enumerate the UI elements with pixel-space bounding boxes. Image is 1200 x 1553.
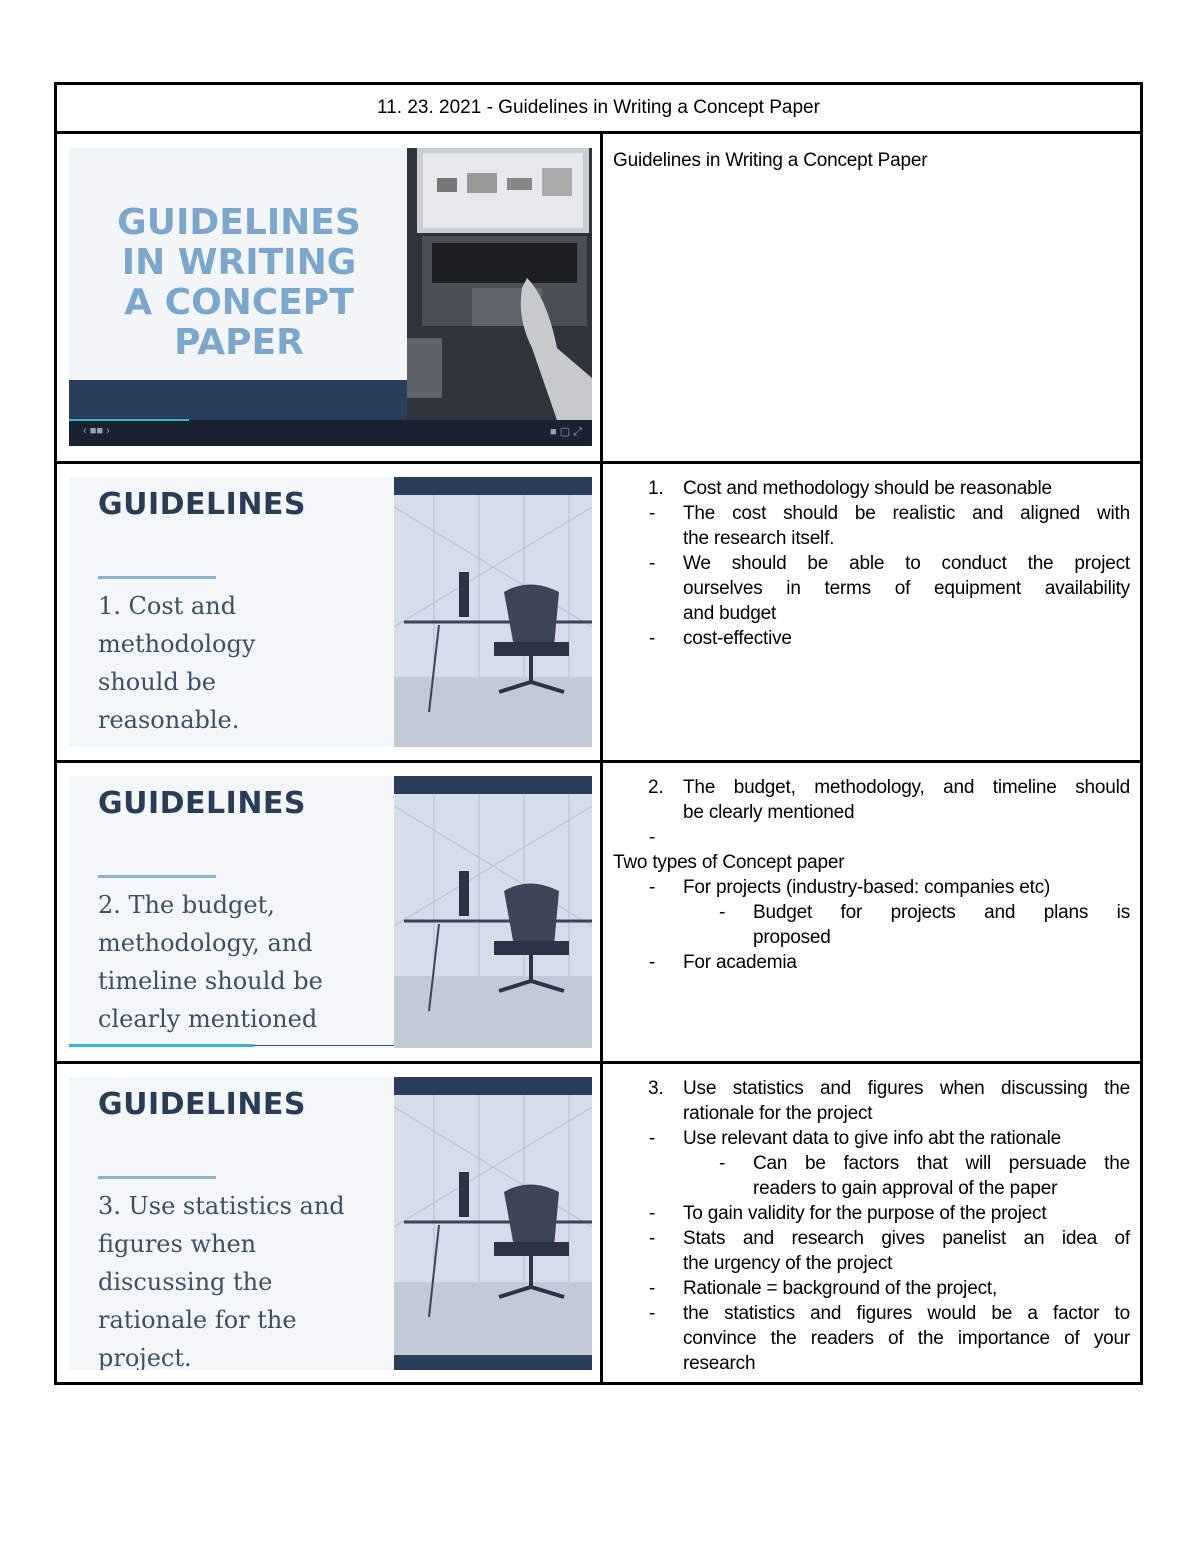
list-item-continued: the urgency of the project (683, 1253, 893, 1274)
slide-rule (98, 875, 216, 878)
slide-body-line: discussing the (98, 1268, 273, 1296)
notes-cell (603, 134, 1140, 461)
slide-cell (57, 134, 603, 461)
dash-marker: - (649, 1203, 656, 1224)
slide-body-line: 3. Use statistics and (98, 1192, 345, 1220)
list-item-text: For projects (industry-based: companies etc) (683, 877, 1051, 898)
slide-thumbnail[interactable] (69, 148, 592, 446)
slide-cell (57, 1064, 603, 1382)
slide-body-line: 2. The budget, (98, 891, 275, 919)
office-chair-photo (394, 776, 592, 1048)
dash-marker: - (649, 1128, 656, 1149)
sub-list-item (719, 900, 1130, 925)
list-item-text: Use statistics and figures when discussing the (683, 1078, 1130, 1099)
dash-marker: - (649, 553, 656, 574)
list-item-continued: research (683, 1353, 756, 1374)
notes-cell (603, 464, 1140, 760)
slide-thumbnail[interactable] (69, 776, 592, 1048)
slide-rule (98, 576, 216, 579)
list-item-text: To gain validity for the purpose of the project (683, 1203, 1047, 1224)
list-item-text: the statistics and figures would be a factor to (683, 1303, 1130, 1324)
slide-title: GUIDELINES (98, 1087, 307, 1122)
slide-body-line: project. (98, 1344, 192, 1370)
list-item-continued: and budget (683, 603, 777, 624)
list-number: 3. (648, 1078, 664, 1099)
list-item (648, 1076, 1130, 1101)
list-item-text: Use relevant data to give info abt the rationale (683, 1128, 1062, 1149)
laptop-photo (407, 148, 592, 420)
list-number: 2. (648, 777, 664, 798)
table-row (57, 1064, 1140, 1382)
list-item-text: The cost should be realistic and aligned with (683, 503, 1130, 524)
slide-body (98, 587, 255, 739)
sub-list-item (719, 1151, 1130, 1176)
player-controls-bar[interactable] (69, 420, 592, 446)
slide-title: GUIDELINES (98, 786, 307, 821)
notes-table (54, 82, 1143, 1385)
dash-marker: - (649, 503, 656, 524)
list-item-text: The budget, methodology, and timeline should (683, 777, 1130, 798)
table-row (57, 464, 1140, 763)
list-item-continued: convince the readers of the importance of your (683, 1328, 1130, 1349)
slide-cell (57, 763, 603, 1061)
progress-track (254, 1045, 394, 1046)
list-item-text: Stats and research gives panelist an idea of (683, 1228, 1130, 1249)
dash-marker: - (719, 902, 726, 923)
list-item-text: For academia (683, 952, 797, 973)
list-item (649, 626, 1130, 651)
dash-marker: - (649, 827, 656, 848)
slide-body-line: rationale for the (98, 1306, 297, 1334)
slide-body-line: should be (98, 668, 216, 696)
dash-marker: - (649, 1228, 656, 1249)
dash-marker: - (649, 1278, 656, 1299)
dash-marker: - (649, 952, 656, 973)
slide-title-line: PAPER (174, 322, 304, 363)
slide-body-line: timeline should be (98, 967, 323, 995)
slide-body (98, 886, 323, 1038)
list-item (649, 1201, 1130, 1226)
list-item-continued: rationale for the project (683, 1103, 873, 1124)
list-item (649, 551, 1130, 576)
list-item-continued: the research itself. (683, 528, 835, 549)
slide-body-line: 1. Cost and (98, 592, 237, 620)
list-item-text: Budget for projects and plans is (753, 902, 1130, 923)
slide-rule (98, 1176, 216, 1179)
dash-marker: - (649, 877, 656, 898)
slide-band (69, 380, 409, 420)
slide-title: GUIDELINES (98, 487, 307, 522)
fullscreen-icon[interactable]: ■ ▢ ⤢ (550, 426, 582, 438)
notes-cell (603, 763, 1140, 1061)
table-row (57, 134, 1140, 464)
slide-body-line: clearly mentioned (98, 1005, 318, 1033)
dash-marker: - (719, 1153, 726, 1174)
notes-cell (603, 1064, 1140, 1382)
slide-body-line: figures when (98, 1230, 257, 1258)
play-controls-icon[interactable]: ‹ ■■ › (83, 425, 110, 437)
slide-thumbnail[interactable] (69, 477, 592, 747)
sub-list-item-continued: proposed (753, 927, 831, 948)
list-number: 1. (648, 478, 664, 499)
blank-line (613, 825, 1130, 850)
list-item (649, 1276, 1130, 1301)
slide-body-line: methodology (98, 630, 256, 658)
list-item (649, 950, 1130, 975)
list-item-text: Can be factors that will persuade the (753, 1153, 1130, 1174)
list-item (649, 875, 1130, 900)
list-item (648, 476, 1130, 501)
list-item (649, 501, 1130, 526)
progress-bar[interactable] (69, 419, 189, 421)
slide-title-line: GUIDELINES (117, 202, 361, 243)
list-item (649, 1126, 1130, 1151)
list-item-text: We should be able to conduct the project (683, 553, 1130, 574)
slide-body-line: reasonable. (98, 706, 240, 734)
progress-bar[interactable] (69, 1044, 254, 1047)
dash-marker: - (649, 1303, 656, 1324)
slide-cell (57, 464, 603, 760)
office-chair-photo (394, 477, 592, 747)
page-title: 11. 23. 2021 - Guidelines in Writing a Concept Paper (377, 97, 820, 118)
list-item (648, 775, 1130, 800)
list-item (649, 1226, 1130, 1251)
list-item-continued: ourselves in terms of equipment availability (683, 578, 1130, 599)
slide-title-line: IN WRITING (121, 242, 357, 283)
list-item-text: cost-effective (683, 628, 792, 649)
slide-body (98, 1187, 345, 1370)
notes-heading: Guidelines in Writing a Concept Paper (613, 150, 928, 171)
office-chair-photo (394, 1077, 592, 1370)
table-row (57, 763, 1140, 1064)
list-item-continued: be clearly mentioned (683, 802, 855, 823)
list-item-text: Cost and methodology should be reasonable (683, 478, 1052, 499)
list-item-text: Rationale = background of the project, (683, 1278, 998, 1299)
sub-list-item-continued: readers to gain approval of the paper (753, 1178, 1058, 1199)
list-item (649, 1301, 1130, 1326)
slide-thumbnail[interactable] (69, 1077, 592, 1370)
notes-subheading: Two types of Concept paper (613, 852, 845, 873)
slide-title-line: A CONCEPT (124, 282, 354, 323)
table-header (57, 85, 1140, 134)
dash-marker: - (649, 628, 656, 649)
slide-body-line: methodology, and (98, 929, 313, 957)
